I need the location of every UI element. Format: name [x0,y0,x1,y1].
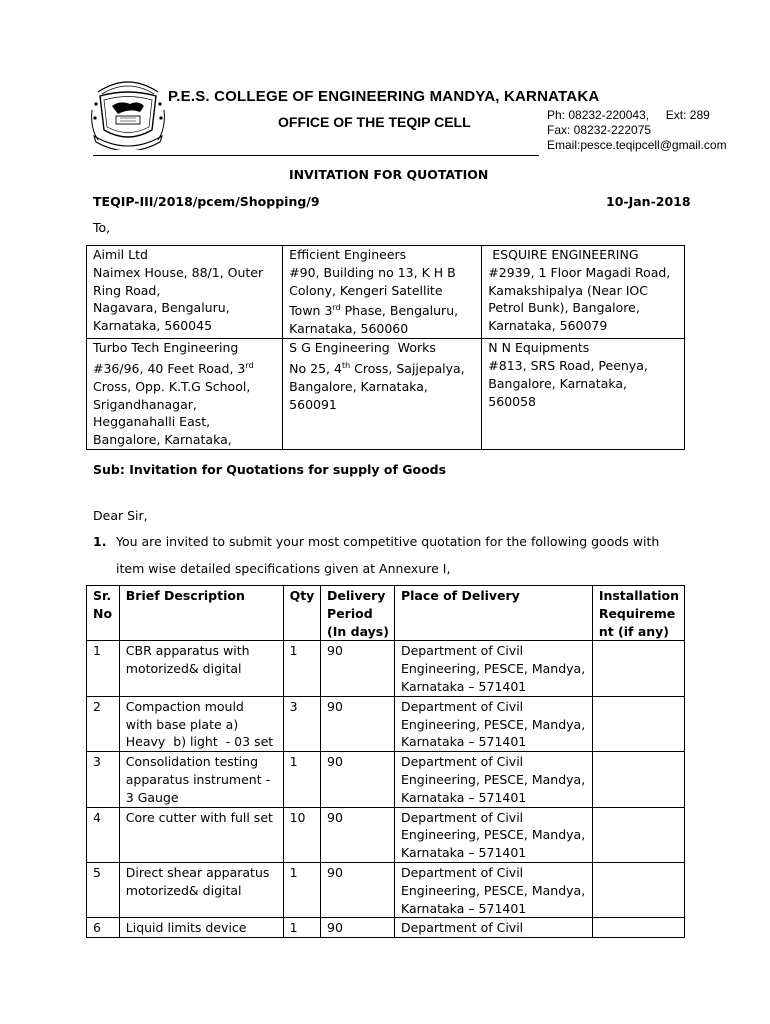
vendor-line: Cross, Opp. K.T.G School, [93,378,251,394]
vendor-line: Naimex House, 88/1, Outer [93,264,264,280]
header-line: Sr. [93,588,112,603]
vendor-line: #90, Building no 13, K H B [289,264,456,280]
vendor-line: Karnataka, 560045 [93,318,213,334]
vendor-line: S G Engineering Works [289,340,436,356]
desc-line: motorized& digital [125,882,242,898]
place-line: Karnataka – 571401 [400,678,527,694]
header-line: Requireme [598,605,676,621]
header-line: Installation [598,588,679,603]
desc-line: Heavy b) light - 03 set [125,734,274,750]
vendor-cell [283,246,482,339]
cell-sr: 4 [87,807,120,862]
table-row [87,918,685,938]
vendor-line: Bangalore, Karnataka, [93,432,232,448]
vendor-line: #36/96, 40 Feet Road, 3rd [93,360,254,377]
cell-sr: 3 [87,752,120,807]
vendor-line: #2939, 1 Floor Magadi Road, [488,264,671,280]
cell-place [394,752,592,807]
cell-place [394,862,592,917]
cell-qty: 10 [283,807,320,862]
vendor-line: No 25, 4th Cross, Sajjepalya, [289,360,465,377]
desc-line: Compaction mould [125,698,244,714]
cell-days: 90 [321,862,395,917]
vendor-line: Aimil Ltd [93,247,148,262]
desc-line: Core cutter with full set [125,809,273,825]
desc-line: Direct shear apparatus [125,864,270,880]
cell-place [394,641,592,696]
cell-install [592,807,684,862]
vendor-line: Karnataka, 560060 [289,321,409,337]
document-title: INVITATION FOR QUOTATION [289,167,489,182]
paragraph-text: You are invited to submit your most competitive quotation for the following goods with [116,534,660,549]
place-line: Department of Civil [400,809,524,825]
header-line: Qty [289,588,315,603]
cell-desc [119,807,283,862]
cell-sr: 2 [87,696,120,751]
place-line: Engineering, PESCE, Mandya, [400,716,586,732]
vendor-line: Srigandhanagar, [93,396,197,412]
place-line: Engineering, PESCE, Mandya, [400,771,586,787]
place-line: Engineering, PESCE, Mandya, [400,882,586,898]
place-line: Department of Civil [400,643,524,659]
place-line: Karnataka – 571401 [400,734,527,750]
place-line: Department of Civil [400,698,524,714]
place-line: Engineering, PESCE, Mandya, [400,661,586,677]
cell-desc [119,696,283,751]
vendor-row [87,339,685,450]
header-place [394,586,592,641]
cell-days: 90 [321,807,395,862]
vendor-line: Efficient Engineers [289,247,407,262]
table-header-row [87,586,685,641]
header-line: Place of Delivery [400,588,520,603]
header-delivery-period [321,586,395,641]
place-line: Karnataka – 571401 [400,845,527,861]
contact-block [547,108,727,153]
vendor-line: Kamakshipalya (Near IOC [488,282,648,298]
header-line: Period [327,605,373,621]
cell-days: 90 [321,641,395,696]
place-line: Karnataka – 571401 [400,900,527,916]
vendor-line: Bangalore, Karnataka, [289,378,428,394]
paragraph-number: 1. [93,534,107,549]
vendor-cell [283,339,482,450]
cell-sr: 5 [87,862,120,917]
header-line: nt (if any) [598,623,670,639]
fax-text: Fax: 08232-222075 [547,123,652,137]
vendor-line: Karnataka, 560079 [488,318,608,334]
cell-qty: 1 [283,918,320,938]
cell-desc [119,862,283,917]
to-label: To, [93,220,111,235]
cell-install [592,918,684,938]
cell-place [394,807,592,862]
vendor-line: Town 3rd Phase, Bengaluru, [289,303,459,319]
place-line: Department of Civil [400,754,524,770]
place-line: Department of Civil [400,920,524,936]
place-line: Karnataka – 571401 [400,789,527,805]
cell-desc [119,641,283,696]
college-seal-logo [90,70,166,150]
cell-days: 90 [321,696,395,751]
header-line: Brief Description [125,588,245,603]
desc-line: CBR apparatus with [125,643,250,659]
vendor-cell [87,246,283,339]
table-row [87,752,685,807]
cell-qty: 3 [283,696,320,751]
cell-desc [119,752,283,807]
desc-line: Consolidation testing [125,754,259,770]
salutation: Dear Sir, [93,508,148,523]
cell-desc [119,918,283,938]
cell-install [592,862,684,917]
reference-number: TEQIP-III/2018/pcem/Shopping/9 [93,194,320,209]
college-name: P.E.S. COLLEGE OF ENGINEERING MANDYA, KARNATAKA [168,88,600,105]
vendor-line: Turbo Tech Engineering [93,340,239,356]
vendor-line: 560091 [289,396,337,412]
vendor-line: Colony, Kengeri Satellite [289,282,443,298]
vendor-line: Nagavara, Bengaluru, [93,300,230,316]
cell-days: 90 [321,752,395,807]
cell-sr: 6 [87,918,120,938]
vendor-address-table [86,245,685,450]
vendor-cell [87,339,283,450]
table-row [87,862,685,917]
cell-qty: 1 [283,752,320,807]
cell-days: 90 [321,918,395,938]
place-line: Engineering, PESCE, Mandya, [400,827,586,843]
desc-line: apparatus instrument - [125,771,271,787]
vendor-line: #813, SRS Road, Peenya, [488,357,648,373]
cell-install [592,752,684,807]
desc-line: with base plate a) [125,716,239,732]
vendor-line: Hegganahalli East, [93,414,211,430]
header-line: Delivery [327,588,386,603]
paragraph-text-continued: item wise detailed specifications given at Annexure I, [116,561,451,576]
vendor-line: ESQUIRE ENGINEERING [488,247,639,262]
phone-text: Ph: 08232-220043, Ext: 289 [547,108,710,122]
desc-line: Liquid limits device [125,920,247,936]
vendor-cell [482,339,685,450]
desc-line: motorized& digital [125,661,242,677]
header-divider [93,155,539,156]
cell-install [592,696,684,751]
vendor-line: Bangalore, Karnataka, [488,375,628,391]
place-line: Department of Civil [400,864,524,880]
header-qty [283,586,320,641]
vendor-cell [482,246,685,339]
table-row [87,807,685,862]
vendor-line: 560058 [488,393,537,409]
subject-line: Sub: Invitation for Quotations for supply of Goods [93,462,447,477]
cell-place [394,696,592,751]
header-line: No [93,605,113,621]
cell-sr: 1 [87,641,120,696]
cell-qty: 1 [283,862,320,917]
email-text: Email:pesce.teqipcell@gmail.com [547,138,727,152]
header-description [119,586,283,641]
goods-table [86,585,685,938]
desc-line: 3 Gauge [125,789,179,805]
cell-qty: 1 [283,641,320,696]
cell-install [592,641,684,696]
table-row [87,641,685,696]
vendor-line: Petrol Bunk), Bangalore, [488,300,640,316]
header-line: (In days) [327,623,389,639]
vendor-line: Ring Road, [93,282,161,298]
cell-place [394,918,592,938]
table-row [87,696,685,751]
document-date: 10-Jan-2018 [606,194,691,209]
header-sr-no [87,586,120,641]
vendor-row [87,246,685,339]
office-name: OFFICE OF THE TEQIP CELL [278,114,471,130]
header-installation [592,586,684,641]
vendor-line: N N Equipments [488,340,590,356]
